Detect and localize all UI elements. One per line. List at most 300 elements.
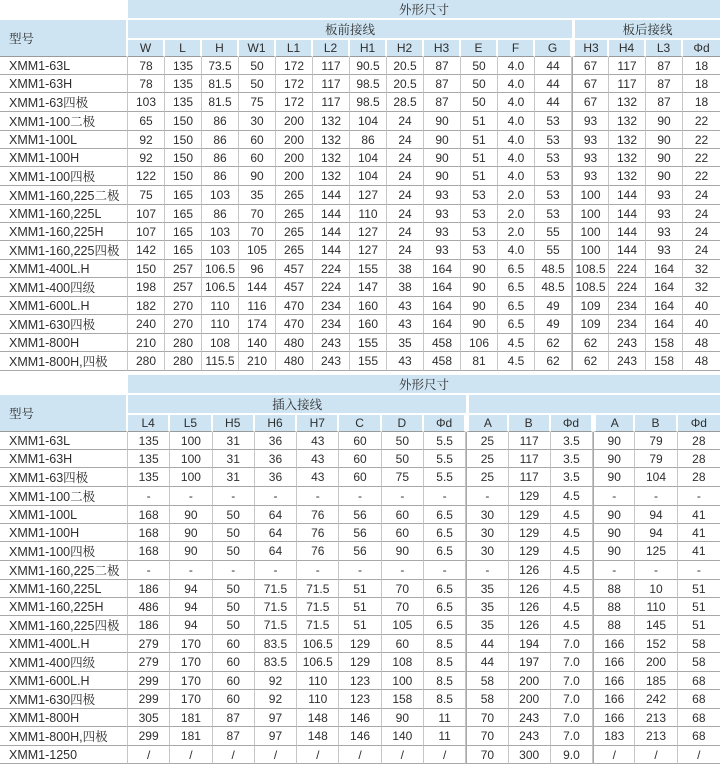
value-cell: 93 <box>572 112 609 131</box>
column-header: Φd <box>551 415 593 432</box>
column-header: H1 <box>350 40 387 57</box>
value-cell: 60 <box>382 524 424 542</box>
value-cell: 81 <box>461 352 498 371</box>
value-cell: 31 <box>213 468 255 487</box>
table-row <box>0 352 720 371</box>
value-cell: 93 <box>424 241 461 260</box>
value-cell: 164 <box>646 297 683 315</box>
value-cell: 98.5 <box>350 75 387 93</box>
value-cell: 200 <box>276 167 313 186</box>
value-cell: 58 <box>466 672 508 690</box>
value-cell: - <box>466 561 508 580</box>
model-cell: XMM1-800H,四极 <box>0 352 128 371</box>
value-cell: 132 <box>609 167 646 186</box>
column-header: E <box>461 40 498 57</box>
value-cell: 71.5 <box>255 616 297 635</box>
value-cell: 480 <box>276 334 313 352</box>
value-cell: 53 <box>461 223 498 241</box>
value-cell: 70 <box>466 746 508 764</box>
value-cell: 166 <box>593 653 635 672</box>
value-cell: 68 <box>678 690 720 709</box>
value-cell: 200 <box>509 672 551 690</box>
value-cell: 146 <box>339 709 381 727</box>
value-cell: 49 <box>535 315 572 334</box>
value-cell: / <box>382 746 424 764</box>
value-cell: 90 <box>239 167 276 186</box>
value-cell: 50 <box>213 616 255 635</box>
value-cell: / <box>213 746 255 764</box>
value-cell: 144 <box>313 241 350 260</box>
value-cell: 109 <box>572 297 609 315</box>
value-cell: 164 <box>424 315 461 334</box>
value-cell: 93 <box>646 223 683 241</box>
value-cell: 100 <box>170 468 212 487</box>
value-cell: 90 <box>593 468 635 487</box>
value-cell: 182 <box>128 297 165 315</box>
value-cell: 299 <box>128 690 170 709</box>
value-cell: - <box>382 487 424 506</box>
value-cell: 7.0 <box>551 653 593 672</box>
value-cell: 60 <box>213 653 255 672</box>
value-cell: - <box>678 561 720 580</box>
table-row <box>0 297 720 315</box>
value-cell: 280 <box>165 334 202 352</box>
value-cell: 117 <box>509 450 551 468</box>
value-cell: 146 <box>339 727 381 746</box>
value-cell: 51 <box>461 131 498 149</box>
value-cell: 53 <box>461 186 498 205</box>
value-cell: 170 <box>170 672 212 690</box>
value-cell: 50 <box>461 57 498 75</box>
value-cell: 100 <box>572 205 609 223</box>
value-cell: 123 <box>339 672 381 690</box>
value-cell: 55 <box>535 241 572 260</box>
value-cell: 6.5 <box>498 297 535 315</box>
value-cell: 186 <box>128 616 170 635</box>
table-row <box>0 57 720 75</box>
value-cell: 90 <box>593 450 635 468</box>
value-cell: 86 <box>202 131 239 149</box>
value-cell: 265 <box>276 241 313 260</box>
value-cell: 135 <box>165 93 202 112</box>
value-cell: 60 <box>239 131 276 149</box>
value-cell: 103 <box>202 241 239 260</box>
value-cell: 38 <box>387 278 424 297</box>
value-cell: 53 <box>535 205 572 223</box>
value-cell: 7.0 <box>551 635 593 653</box>
value-cell: 87 <box>213 727 255 746</box>
value-cell: 20.5 <box>387 75 424 93</box>
value-cell: 86 <box>202 112 239 131</box>
value-cell: 90 <box>382 542 424 561</box>
value-cell: 125 <box>635 542 677 561</box>
value-cell: 183 <box>593 727 635 746</box>
model-cell: XMM1-100H <box>0 149 128 167</box>
value-cell: 41 <box>678 542 720 561</box>
value-cell: 3.5 <box>551 450 593 468</box>
value-cell: 279 <box>128 653 170 672</box>
table-row <box>0 260 720 278</box>
value-cell: 4.5 <box>551 487 593 506</box>
value-cell: 7.0 <box>551 672 593 690</box>
table-row <box>0 487 720 506</box>
table-row <box>0 93 720 112</box>
column-header: G <box>535 40 572 57</box>
value-cell: 24 <box>683 186 720 205</box>
value-cell: 44 <box>466 653 508 672</box>
model-cell: XMM1-100二极 <box>0 112 128 131</box>
value-cell: 106.5 <box>297 653 339 672</box>
value-cell: 165 <box>165 205 202 223</box>
value-cell: - <box>424 487 466 506</box>
value-cell: 104 <box>635 468 677 487</box>
value-cell: 140 <box>239 334 276 352</box>
value-cell: 132 <box>609 112 646 131</box>
value-cell: 115.5 <box>202 352 239 371</box>
value-cell: 90 <box>424 112 461 131</box>
value-cell: 117 <box>313 93 350 112</box>
value-cell: / <box>297 746 339 764</box>
table-row <box>0 149 720 167</box>
value-cell: 92 <box>255 690 297 709</box>
value-cell: 81.5 <box>202 75 239 93</box>
model-cell: XMM1-160,225四极 <box>0 616 128 635</box>
value-cell: 2.0 <box>498 205 535 223</box>
value-cell: 18 <box>683 93 720 112</box>
value-cell: 127 <box>350 241 387 260</box>
value-cell: 150 <box>165 149 202 167</box>
value-cell: - <box>593 561 635 580</box>
value-cell: 90 <box>646 131 683 149</box>
table-row <box>0 432 720 450</box>
value-cell: 148 <box>297 727 339 746</box>
value-cell: 30 <box>466 524 508 542</box>
value-cell: 56 <box>339 524 381 542</box>
model-cell: XMM1-600L.H <box>0 297 128 315</box>
value-cell: 90 <box>461 297 498 315</box>
value-cell: 170 <box>170 635 212 653</box>
value-cell: 280 <box>165 352 202 371</box>
value-cell: 25 <box>466 432 508 450</box>
value-cell: 43 <box>297 432 339 450</box>
value-cell: 127 <box>350 186 387 205</box>
table-row <box>0 616 720 635</box>
value-cell: 150 <box>128 260 165 278</box>
value-cell: 104 <box>350 167 387 186</box>
header-group-row <box>0 395 720 415</box>
value-cell: 106.5 <box>202 278 239 297</box>
value-cell: 158 <box>646 352 683 371</box>
value-cell: - <box>466 487 508 506</box>
value-cell: 110 <box>635 598 677 616</box>
value-cell: 8.5 <box>424 672 466 690</box>
value-cell: - <box>170 487 212 506</box>
table-row <box>0 690 720 709</box>
model-cell: XMM1-160,225二极 <box>0 561 128 580</box>
column-header: H7 <box>297 415 339 432</box>
value-cell: 73.5 <box>202 57 239 75</box>
model-cell: XMM1-800H,四极 <box>0 727 128 746</box>
value-cell: 458 <box>424 334 461 352</box>
value-cell: 144 <box>609 205 646 223</box>
value-cell: 164 <box>424 297 461 315</box>
wiring-group-header: 板后接线 <box>572 20 720 40</box>
value-cell: 457 <box>276 278 313 297</box>
value-cell: 110 <box>202 315 239 334</box>
value-cell: 5.5 <box>424 450 466 468</box>
value-cell: 67 <box>572 93 609 112</box>
value-cell: 53 <box>535 112 572 131</box>
value-cell: 135 <box>128 468 170 487</box>
value-cell: 100 <box>170 432 212 450</box>
value-cell: 243 <box>609 334 646 352</box>
table-row <box>0 672 720 690</box>
table-row <box>0 241 720 260</box>
value-cell: 90 <box>461 260 498 278</box>
value-cell: 76 <box>297 506 339 524</box>
value-cell: 79 <box>635 450 677 468</box>
value-cell: 28.5 <box>387 93 424 112</box>
model-cell: XMM1-160,225二极 <box>0 186 128 205</box>
value-cell: 43 <box>387 315 424 334</box>
value-cell: 90 <box>646 167 683 186</box>
value-cell: 31 <box>213 450 255 468</box>
value-cell: 86 <box>202 167 239 186</box>
value-cell: 32 <box>683 278 720 297</box>
value-cell: 53 <box>535 131 572 149</box>
value-cell: 78 <box>128 57 165 75</box>
value-cell: 181 <box>170 727 212 746</box>
value-cell: 100 <box>170 450 212 468</box>
value-cell: 132 <box>609 149 646 167</box>
value-cell: 200 <box>276 149 313 167</box>
value-cell: 6.5 <box>424 524 466 542</box>
value-cell: 64 <box>255 524 297 542</box>
value-cell: 35 <box>466 598 508 616</box>
value-cell: 58 <box>466 690 508 709</box>
value-cell: 90 <box>170 542 212 561</box>
value-cell: 24 <box>387 112 424 131</box>
value-cell: / <box>170 746 212 764</box>
value-cell: 5.5 <box>424 468 466 487</box>
value-cell: 98.5 <box>350 93 387 112</box>
value-cell: 104 <box>350 149 387 167</box>
value-cell: 50 <box>213 506 255 524</box>
value-cell: 36 <box>255 450 297 468</box>
value-cell: 126 <box>509 598 551 616</box>
value-cell: 86 <box>202 205 239 223</box>
value-cell: 103 <box>202 186 239 205</box>
value-cell: 234 <box>609 315 646 334</box>
model-cell: XMM1-63四极 <box>0 93 128 112</box>
value-cell: 93 <box>424 205 461 223</box>
value-cell: 90 <box>593 524 635 542</box>
value-cell: 144 <box>313 205 350 223</box>
value-cell: 50 <box>213 580 255 598</box>
value-cell: 94 <box>170 616 212 635</box>
value-cell: 158 <box>646 334 683 352</box>
value-cell: 35 <box>466 580 508 598</box>
value-cell: 41 <box>678 524 720 542</box>
value-cell: 145 <box>635 616 677 635</box>
value-cell: 200 <box>509 690 551 709</box>
value-cell: 62 <box>535 334 572 352</box>
value-cell: 70 <box>466 709 508 727</box>
model-cell: XMM1-160,225H <box>0 223 128 241</box>
value-cell: 164 <box>646 260 683 278</box>
value-cell: - <box>593 487 635 506</box>
model-cell: XMM1-100L <box>0 506 128 524</box>
wiring-group-header: 插入接线 <box>128 395 466 415</box>
value-cell: 64 <box>255 542 297 561</box>
value-cell: 135 <box>128 450 170 468</box>
value-cell: 22 <box>683 149 720 167</box>
model-cell: XMM1-160,225L <box>0 205 128 223</box>
value-cell: 87 <box>213 709 255 727</box>
value-cell: 92 <box>128 149 165 167</box>
value-cell: 48.5 <box>535 260 572 278</box>
value-cell: 62 <box>572 352 609 371</box>
value-cell: 117 <box>609 75 646 93</box>
value-cell: 75 <box>382 468 424 487</box>
value-cell: 68 <box>678 672 720 690</box>
value-cell: 94 <box>635 506 677 524</box>
value-cell: 93 <box>646 186 683 205</box>
value-cell: - <box>339 487 381 506</box>
value-cell: 147 <box>350 278 387 297</box>
value-cell: 257 <box>165 278 202 297</box>
value-cell: 127 <box>350 223 387 241</box>
value-cell: 194 <box>509 635 551 653</box>
value-cell: 6.5 <box>424 580 466 598</box>
value-cell: 168 <box>128 524 170 542</box>
table-title: 外形尺寸 <box>128 0 720 20</box>
table-title: 外形尺寸 <box>128 375 720 395</box>
table-row <box>0 223 720 241</box>
value-cell: 257 <box>165 260 202 278</box>
value-cell: 93 <box>646 205 683 223</box>
value-cell: / <box>128 746 170 764</box>
value-cell: 87 <box>646 75 683 93</box>
value-cell: / <box>424 746 466 764</box>
value-cell: 104 <box>350 112 387 131</box>
value-cell: 242 <box>635 690 677 709</box>
value-cell: 265 <box>276 223 313 241</box>
value-cell: 213 <box>635 709 677 727</box>
table-body <box>0 432 720 764</box>
model-cell: XMM1-1250 <box>0 746 128 764</box>
value-cell: 234 <box>313 297 350 315</box>
value-cell: 53 <box>461 241 498 260</box>
value-cell: 22 <box>683 167 720 186</box>
value-cell: 200 <box>276 131 313 149</box>
value-cell: 32 <box>683 260 720 278</box>
value-cell: 265 <box>276 205 313 223</box>
table-header <box>0 0 720 57</box>
value-cell: 123 <box>339 690 381 709</box>
value-cell: 6.5 <box>424 598 466 616</box>
value-cell: 110 <box>297 672 339 690</box>
column-header: H6 <box>255 415 297 432</box>
value-cell: 150 <box>165 112 202 131</box>
value-cell: 210 <box>128 334 165 352</box>
value-cell: - <box>297 561 339 580</box>
model-cell: XMM1-800H <box>0 334 128 352</box>
value-cell: 210 <box>239 352 276 371</box>
value-cell: 40 <box>683 315 720 334</box>
table-row <box>0 653 720 672</box>
value-cell: - <box>255 561 297 580</box>
value-cell: 4.5 <box>551 580 593 598</box>
value-cell: 68 <box>678 727 720 746</box>
value-cell: - <box>170 561 212 580</box>
value-cell: 164 <box>646 278 683 297</box>
value-cell: 158 <box>382 690 424 709</box>
model-cell: XMM1-63H <box>0 450 128 468</box>
table-row <box>0 709 720 727</box>
value-cell: 71.5 <box>297 616 339 635</box>
model-cell: XMM1-63H <box>0 75 128 93</box>
value-cell: 4.0 <box>498 241 535 260</box>
model-cell: XMM1-400L.H <box>0 635 128 653</box>
value-cell: 279 <box>128 635 170 653</box>
column-header: W1 <box>239 40 276 57</box>
value-cell: 265 <box>276 186 313 205</box>
value-cell: 88 <box>593 580 635 598</box>
value-cell: 105 <box>239 241 276 260</box>
value-cell: 70 <box>466 727 508 746</box>
value-cell: 28 <box>678 432 720 450</box>
value-cell: 165 <box>165 186 202 205</box>
table-row <box>0 598 720 616</box>
column-header: F <box>498 40 535 57</box>
value-cell: 165 <box>165 223 202 241</box>
value-cell: 100 <box>572 223 609 241</box>
value-cell: 234 <box>313 315 350 334</box>
value-cell: 87 <box>424 75 461 93</box>
value-cell: 117 <box>509 468 551 487</box>
value-cell: 4.5 <box>498 352 535 371</box>
column-header: A <box>466 415 508 432</box>
value-cell: 93 <box>646 241 683 260</box>
column-header: W <box>128 40 165 57</box>
value-cell: 76 <box>297 524 339 542</box>
model-cell: XMM1-400L.H <box>0 260 128 278</box>
table-row <box>0 278 720 297</box>
value-cell: 224 <box>609 260 646 278</box>
value-cell: 172 <box>276 75 313 93</box>
value-cell: 164 <box>424 278 461 297</box>
model-cell: XMM1-630四极 <box>0 315 128 334</box>
column-header: C <box>339 415 381 432</box>
value-cell: 93 <box>424 223 461 241</box>
value-cell: 168 <box>128 542 170 561</box>
value-cell: 28 <box>678 450 720 468</box>
table-row <box>0 561 720 580</box>
value-cell: 24 <box>683 223 720 241</box>
table-row <box>0 542 720 561</box>
table-row <box>0 580 720 598</box>
value-cell: 243 <box>509 727 551 746</box>
model-cell: XMM1-160,225L <box>0 580 128 598</box>
column-header: Φd <box>678 415 720 432</box>
value-cell: 117 <box>313 75 350 93</box>
value-cell: 24 <box>683 205 720 223</box>
value-cell: 4.5 <box>551 598 593 616</box>
value-cell: 24 <box>387 149 424 167</box>
value-cell: 172 <box>276 57 313 75</box>
value-cell: 76 <box>297 542 339 561</box>
